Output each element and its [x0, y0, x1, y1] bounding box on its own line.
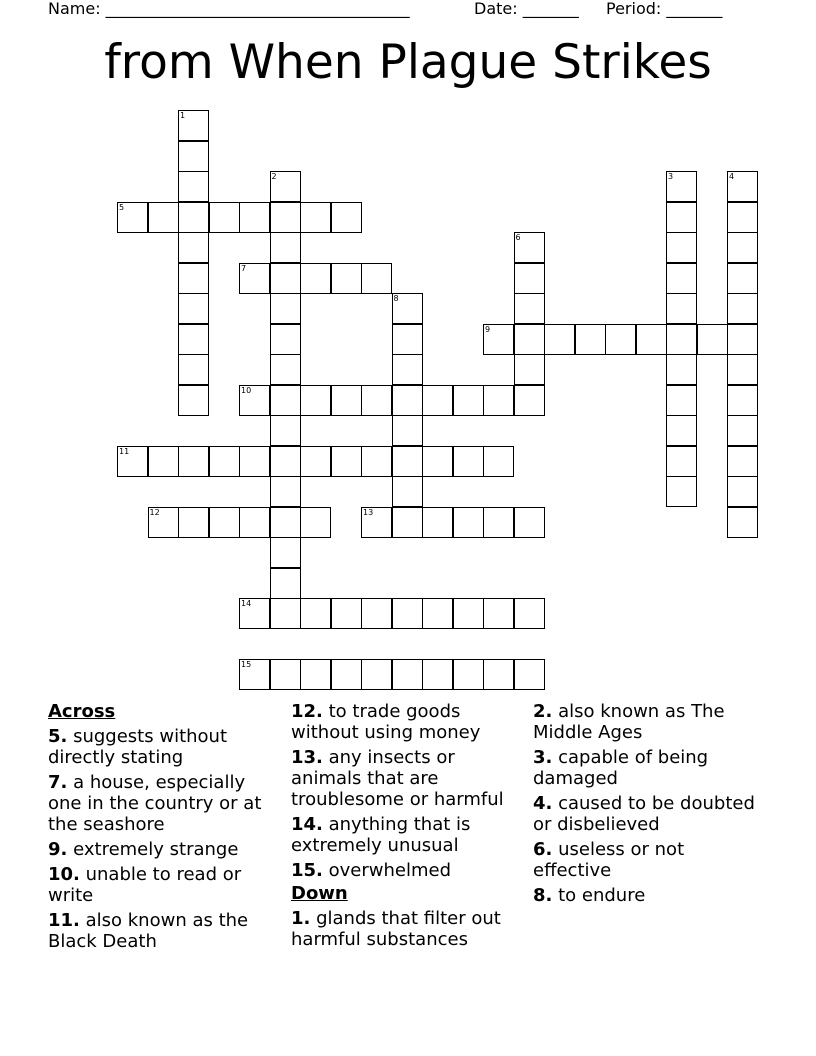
crossword-cell[interactable] — [148, 202, 179, 233]
crossword-cell[interactable] — [453, 659, 484, 690]
crossword-cell[interactable] — [422, 507, 453, 538]
crossword-cell[interactable] — [392, 507, 423, 538]
clues-column-1 — [48, 701, 283, 956]
crossword-cell[interactable] — [331, 385, 362, 416]
across-heading: Across — [48, 701, 116, 722]
crossword-cell[interactable] — [727, 507, 758, 538]
crossword-cell[interactable] — [392, 598, 423, 629]
period-field[interactable]: Period: _______ — [606, 0, 723, 18]
crossword-cell[interactable] — [178, 171, 209, 202]
name-field[interactable]: Name: ______________________________________ — [48, 0, 410, 18]
crossword-cell[interactable] — [666, 354, 697, 385]
crossword-cell[interactable] — [666, 202, 697, 233]
crossword-cell[interactable] — [331, 263, 362, 294]
crossword-cell[interactable] — [178, 507, 209, 538]
crossword-cell[interactable] — [270, 659, 301, 690]
crossword-cell[interactable] — [270, 507, 301, 538]
crossword-cell[interactable] — [392, 415, 423, 446]
crossword-cell[interactable] — [392, 293, 423, 324]
crossword-cell[interactable] — [239, 446, 270, 477]
crossword-cell[interactable] — [453, 507, 484, 538]
crossword-cell[interactable] — [666, 232, 697, 263]
crossword-cell[interactable] — [300, 202, 331, 233]
crossword-cell[interactable] — [331, 446, 362, 477]
crossword-cell[interactable] — [117, 446, 148, 477]
clue-number: 12 — [149, 507, 160, 517]
crossword-cell[interactable] — [178, 110, 209, 141]
crossword-cell[interactable] — [514, 263, 545, 294]
crossword-cell[interactable] — [514, 354, 545, 385]
clue-across-11: 11. also known as the Black Death — [48, 910, 249, 952]
crossword-cell[interactable] — [270, 476, 301, 507]
crossword-cell[interactable] — [697, 324, 728, 355]
crossword-cell[interactable] — [392, 476, 423, 507]
crossword-cell[interactable] — [331, 659, 362, 690]
clue-down-6: 6. useless or not effective — [533, 839, 685, 881]
crossword-cell[interactable] — [666, 446, 697, 477]
crossword-cell[interactable] — [422, 659, 453, 690]
crossword-cell[interactable] — [422, 446, 453, 477]
crossword-cell[interactable] — [605, 324, 636, 355]
crossword-cell[interactable] — [727, 202, 758, 233]
crossword-cell[interactable] — [514, 293, 545, 324]
crossword-cell[interactable] — [178, 446, 209, 477]
crossword-cell[interactable] — [300, 385, 331, 416]
clue-across-10: 10. unable to read or write — [48, 864, 242, 906]
crossword-cell[interactable] — [117, 202, 148, 233]
crossword-cell[interactable] — [270, 537, 301, 568]
clue-number: 9 — [485, 324, 491, 334]
clue-across-15: 15. overwhelmed — [291, 860, 451, 881]
crossword-cell[interactable] — [300, 446, 331, 477]
crossword-cell[interactable] — [727, 446, 758, 477]
crossword-cell[interactable] — [270, 415, 301, 446]
crossword-cell[interactable] — [483, 507, 514, 538]
date-field[interactable]: Date: _______ — [474, 0, 579, 18]
crossword-cell[interactable] — [239, 385, 270, 416]
crossword-cell[interactable] — [270, 293, 301, 324]
crossword-cell[interactable] — [209, 202, 240, 233]
crossword-cell[interactable] — [483, 446, 514, 477]
crossword-cell[interactable] — [270, 263, 301, 294]
crossword-cell[interactable] — [361, 659, 392, 690]
crossword-cell[interactable] — [178, 354, 209, 385]
crossword-cell[interactable] — [270, 232, 301, 263]
clue-number: 7 — [241, 263, 247, 273]
crossword-cell[interactable] — [483, 659, 514, 690]
down-heading: Down — [291, 883, 348, 904]
clue-across-12: 12. to trade goods without using money — [291, 701, 481, 743]
crossword-cell[interactable] — [392, 354, 423, 385]
crossword-cell[interactable] — [392, 446, 423, 477]
crossword-cell[interactable] — [239, 598, 270, 629]
crossword-cell[interactable] — [270, 598, 301, 629]
clue-number: 3 — [668, 172, 674, 181]
crossword-cell[interactable] — [666, 293, 697, 324]
crossword-cell[interactable] — [270, 385, 301, 416]
crossword-cell[interactable] — [239, 202, 270, 233]
crossword-cell[interactable] — [300, 507, 331, 538]
crossword-cell[interactable] — [727, 171, 758, 202]
clue-down-4: 4. caused to be doubted or disbelieved — [533, 793, 755, 835]
crossword-cell[interactable] — [727, 415, 758, 446]
crossword-cell[interactable] — [148, 507, 179, 538]
clue-number: 1 — [180, 111, 186, 120]
crossword-cell[interactable] — [727, 263, 758, 294]
crossword-cell[interactable] — [453, 598, 484, 629]
clues-column-2 — [291, 701, 523, 954]
crossword-cell[interactable] — [727, 324, 758, 355]
crossword-cell[interactable] — [666, 415, 697, 446]
crossword-cell[interactable] — [209, 446, 240, 477]
crossword-cell[interactable] — [300, 598, 331, 629]
crossword-cell[interactable] — [483, 324, 514, 355]
clue-across-14: 14. anything that is extremely unusual — [291, 814, 471, 856]
crossword-cell[interactable] — [178, 141, 209, 172]
clue-number: 2 — [271, 172, 277, 181]
clue-number: 11 — [119, 446, 130, 456]
crossword-cell[interactable] — [514, 385, 545, 416]
crossword-cell[interactable] — [514, 598, 545, 629]
crossword-cell[interactable] — [392, 659, 423, 690]
clue-number: 8 — [393, 294, 399, 303]
clue-number: 5 — [119, 202, 125, 212]
crossword-cell[interactable] — [514, 232, 545, 263]
crossword-cell[interactable] — [148, 446, 179, 477]
clue-number: 15 — [241, 660, 252, 669]
crossword-cell[interactable] — [392, 385, 423, 416]
crossword-cell[interactable] — [270, 568, 301, 599]
crossword-cell[interactable] — [178, 293, 209, 324]
crossword-cell[interactable] — [514, 507, 545, 538]
crossword-cell[interactable] — [361, 446, 392, 477]
crossword-cell[interactable] — [727, 385, 758, 416]
crossword-cell[interactable] — [727, 232, 758, 263]
clue-down-2: 2. also known as The Middle Ages — [533, 701, 725, 743]
crossword-cell[interactable] — [422, 598, 453, 629]
crossword-cell[interactable] — [178, 232, 209, 263]
crossword-cell[interactable] — [331, 598, 362, 629]
crossword-cell[interactable] — [483, 385, 514, 416]
crossword-cell[interactable] — [666, 476, 697, 507]
crossword-cell[interactable] — [575, 324, 606, 355]
crossword-cell[interactable] — [392, 324, 423, 355]
crossword-cell[interactable] — [514, 659, 545, 690]
crossword-cell[interactable] — [178, 202, 209, 233]
crossword-cell[interactable] — [483, 598, 514, 629]
clue-down-1: 1. glands that filter out harmful substances — [291, 908, 501, 950]
crossword-cell[interactable] — [239, 659, 270, 690]
crossword-cell[interactable] — [331, 202, 362, 233]
crossword-cell[interactable] — [666, 324, 697, 355]
clue-across-7: 7. a house, especially one in the country or at the seashore — [48, 772, 262, 835]
crossword-cell[interactable] — [270, 354, 301, 385]
crossword-cell[interactable] — [361, 507, 392, 538]
crossword-cell[interactable] — [422, 385, 453, 416]
crossword-cell[interactable] — [636, 324, 667, 355]
clue-number: 4 — [729, 172, 735, 181]
clue-number: 14 — [241, 599, 252, 608]
crossword-cell[interactable] — [270, 202, 301, 233]
crossword-cell[interactable] — [514, 324, 545, 355]
crossword-cell[interactable] — [178, 324, 209, 355]
crossword-cell[interactable] — [727, 293, 758, 324]
crossword-cell[interactable] — [544, 324, 575, 355]
crossword-cell[interactable] — [361, 385, 392, 416]
crossword-cell[interactable] — [300, 659, 331, 690]
crossword-cell[interactable] — [209, 507, 240, 538]
crossword-cell[interactable] — [270, 171, 301, 202]
crossword-cell[interactable] — [666, 263, 697, 294]
crossword-cell[interactable] — [270, 324, 301, 355]
clue-across-5: 5. suggests without directly stating — [48, 726, 228, 768]
page-title: from When Plague Strikes — [104, 35, 712, 90]
clue-across-13: 13. any insects or animals that are troublesome or harmful — [291, 747, 504, 810]
clue-number: 13 — [363, 507, 374, 517]
crossword-cell[interactable] — [453, 446, 484, 477]
crossword-cell[interactable] — [727, 354, 758, 385]
clue-number: 6 — [515, 233, 521, 242]
crossword-cell[interactable] — [178, 385, 209, 416]
crossword-cell[interactable] — [666, 385, 697, 416]
crossword-cell[interactable] — [239, 507, 270, 538]
crossword-cell[interactable] — [239, 263, 270, 294]
crossword-cell[interactable] — [270, 446, 301, 477]
clue-number: 10 — [241, 385, 252, 395]
crossword-cell[interactable] — [453, 385, 484, 416]
clue-down-3: 3. capable of being damaged — [533, 747, 709, 789]
crossword-cell[interactable] — [361, 598, 392, 629]
crossword-cell[interactable] — [300, 263, 331, 294]
clue-across-9: 9. extremely strange — [48, 839, 239, 860]
clue-down-8: 8. to endure — [533, 885, 646, 906]
crossword-cell[interactable] — [666, 171, 697, 202]
clues-column-3 — [533, 701, 768, 910]
crossword-cell[interactable] — [727, 476, 758, 507]
crossword-cell[interactable] — [361, 263, 392, 294]
crossword-cell[interactable] — [178, 263, 209, 294]
